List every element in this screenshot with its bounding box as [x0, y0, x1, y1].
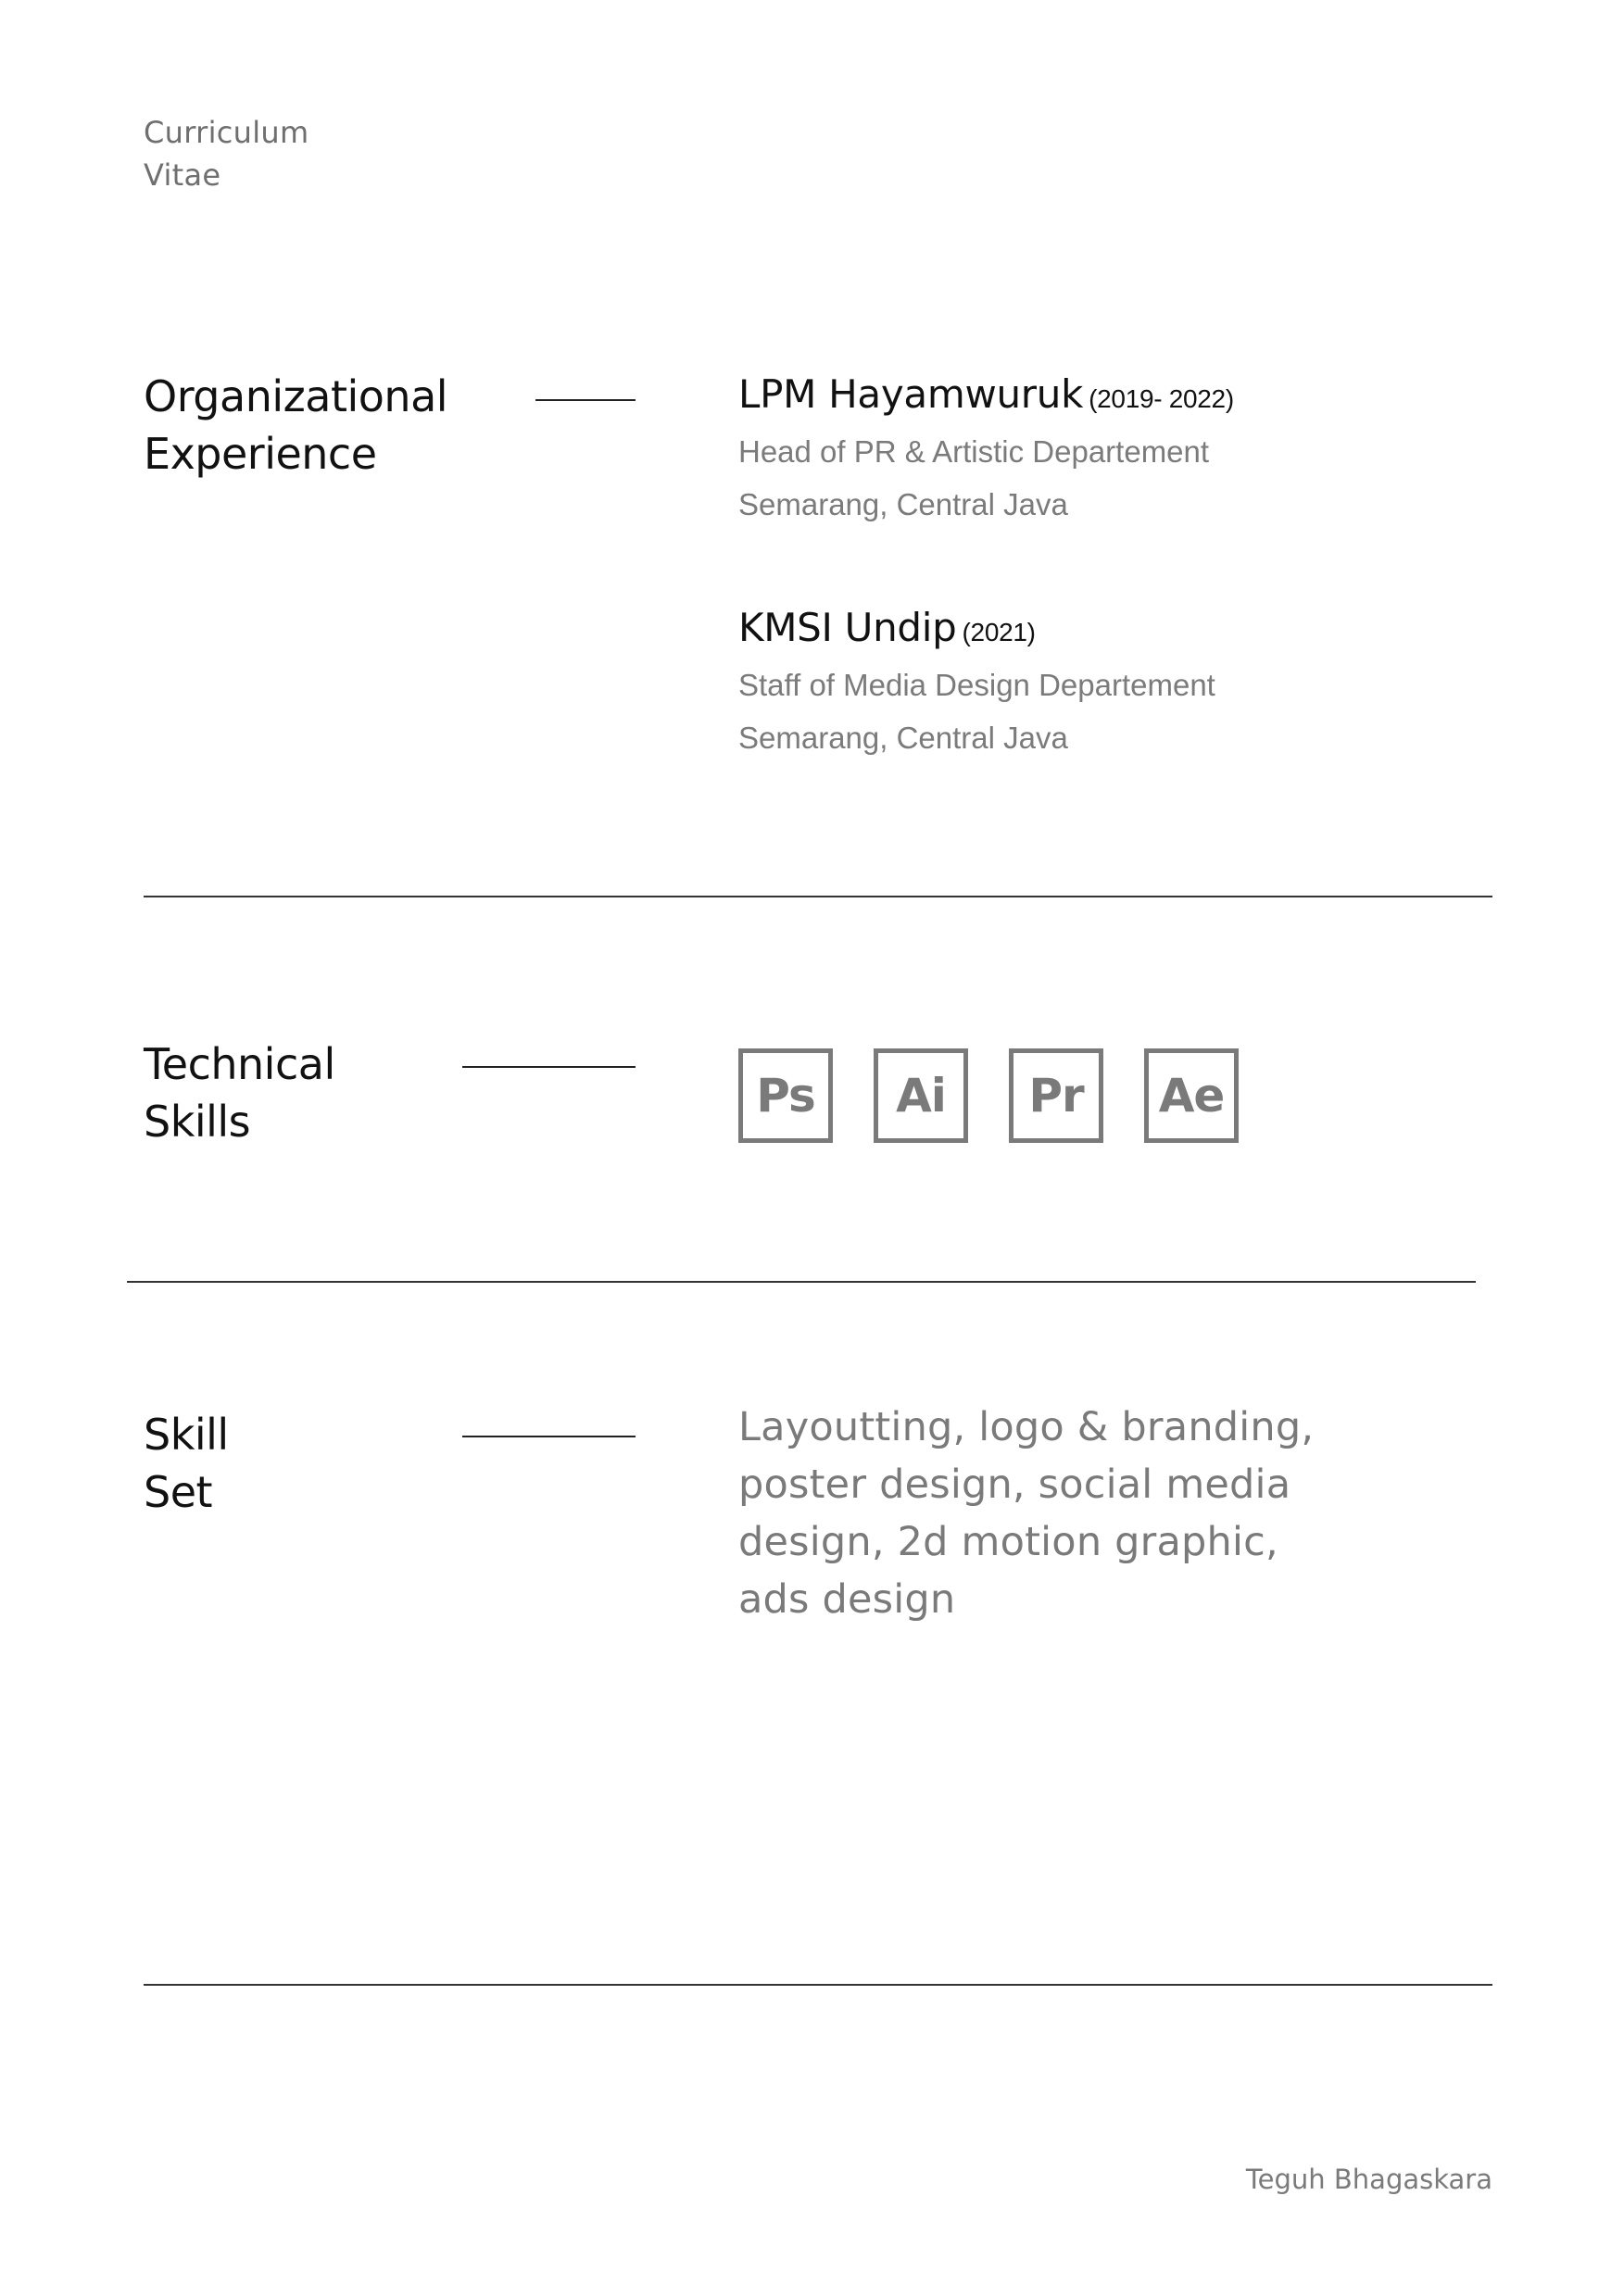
technical-skills-heading: [144, 1035, 335, 1150]
photoshop-icon: Ps: [738, 1048, 833, 1143]
section-divider: [127, 1281, 1476, 1283]
org-name: LPM Hayamwuruk: [738, 371, 1084, 417]
skill-set-description: [738, 1399, 1387, 1628]
premiere-icon: Pr: [1009, 1048, 1103, 1143]
org-years: (2019- 2022): [1089, 384, 1234, 413]
org-location: Semarang, Central Java: [738, 487, 1068, 521]
organizational-experience-heading: [144, 368, 447, 483]
heading-line: Organizational: [144, 371, 448, 421]
section-divider: [144, 1984, 1492, 1986]
document-label-line2: Vitae: [144, 157, 221, 193]
org-role: Staff of Media Design Departement: [738, 668, 1215, 702]
author-name: Teguh Bhagaskara: [1245, 2164, 1492, 2195]
skill-set-heading: [144, 1406, 229, 1521]
heading-line: Experience: [144, 429, 377, 479]
skill-set-line: poster design, social media: [738, 1462, 1291, 1508]
org-name-line: [738, 602, 1215, 659]
skill-set-line: Layoutting, logo & branding,: [738, 1404, 1315, 1450]
skill-set-line: design, 2d motion graphic,: [738, 1519, 1278, 1565]
software-icons: [738, 1048, 1239, 1143]
document-label-line1: Curriculum: [144, 115, 309, 150]
org-name: KMSI Undip: [738, 605, 957, 650]
heading-line: Skills: [144, 1097, 251, 1147]
document-label: [144, 111, 308, 196]
skill-set-line: ads design: [738, 1576, 956, 1623]
org-role: Head of PR & Artistic Departement: [738, 434, 1210, 469]
org-years: (2021): [962, 618, 1036, 646]
heading-line: Set: [144, 1467, 213, 1517]
org-name-line: [738, 369, 1234, 425]
heading-connector-line: [462, 1066, 636, 1068]
org-entry: [738, 369, 1234, 531]
illustrator-icon: Ai: [874, 1048, 968, 1143]
heading-connector-line: [535, 399, 636, 401]
org-location: Semarang, Central Java: [738, 721, 1068, 755]
heading-line: Technical: [144, 1039, 335, 1089]
heading-line: Skill: [144, 1410, 229, 1460]
org-entry: [738, 602, 1215, 764]
section-divider: [144, 896, 1492, 897]
after-effects-icon: Ae: [1144, 1048, 1239, 1143]
heading-connector-line: [462, 1436, 636, 1437]
